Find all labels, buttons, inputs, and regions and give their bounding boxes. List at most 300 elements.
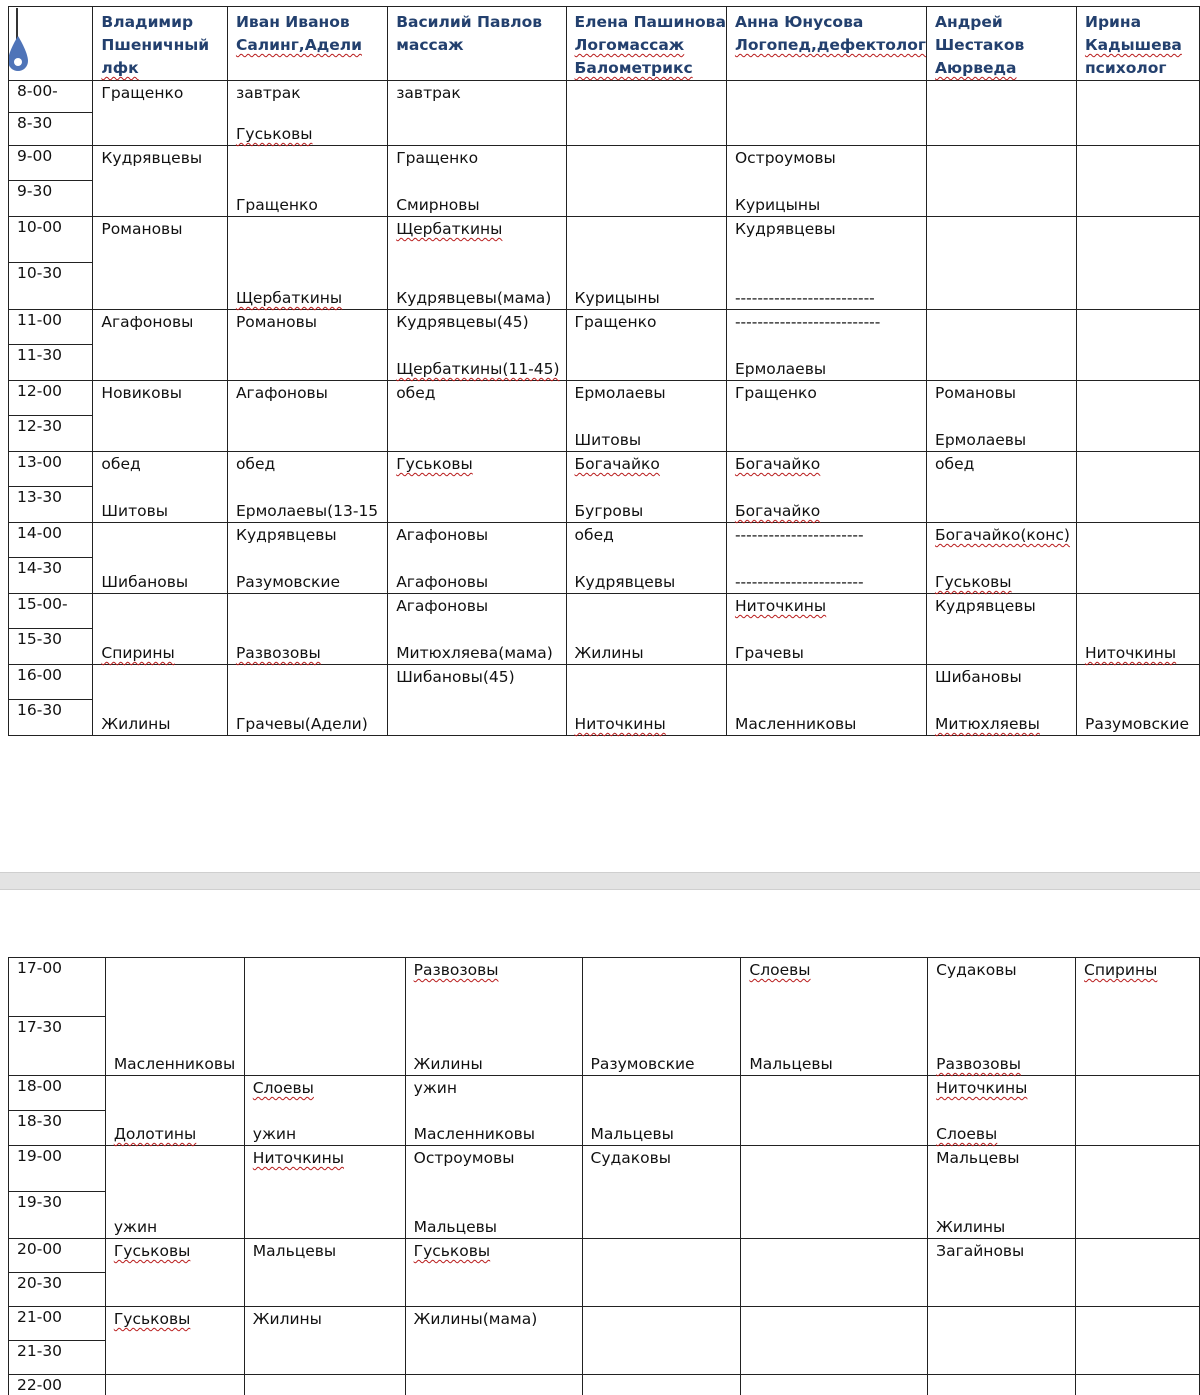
schedule-row [9, 1239, 1200, 1307]
schedule-row [9, 381, 1200, 452]
schedule-cell-pavlov[interactable] [405, 1146, 582, 1239]
schedule-cell-pshenichny[interactable] [93, 310, 228, 381]
time-slot: 15-30 [9, 628, 92, 663]
appointment-entry: Масленниковы [413, 1125, 536, 1143]
schedule-cell-shestakov[interactable] [927, 381, 1077, 452]
time-slot: 14-30 [9, 557, 92, 592]
time-slot: 18-00 [17, 1077, 63, 1095]
cell-spacer [396, 715, 559, 734]
appointment-entry: Масленниковы [734, 715, 857, 733]
schedule-cell-shestakov[interactable] [928, 1239, 1076, 1307]
appointment-entry: Жилины(мама) [413, 1310, 538, 1328]
schedule-cell-ivanov[interactable] [244, 958, 405, 1076]
cell-spacer [936, 1286, 1069, 1305]
time-cell [9, 1146, 106, 1239]
header-line: Ирина [1084, 13, 1142, 31]
schedule-cell-pavlov[interactable] [388, 665, 566, 736]
schedule-cell-pshenichny[interactable] [93, 594, 228, 665]
schedule-cell-ivanov[interactable] [244, 1307, 405, 1375]
appointment-entry: Гуськовы [935, 573, 1012, 591]
schedule-cell-pashinova[interactable] [582, 958, 741, 1076]
header-pavlov [388, 7, 566, 81]
header-pshenichny [93, 7, 228, 81]
appointment-entry: Агафоновы [396, 597, 489, 615]
schedule-cell-shestakov[interactable] [928, 1375, 1076, 1395]
schedule-cell-pashinova[interactable] [566, 146, 726, 217]
cell-spacer [114, 1354, 238, 1373]
appointment-entry: Богачайко [734, 502, 821, 520]
appointment-entry: Мальцевы [749, 1055, 833, 1073]
schedule-cell-pshenichny[interactable] [93, 381, 228, 452]
appointment-entry: Развозовы [413, 961, 499, 979]
schedule-cell-yunusova[interactable] [741, 1375, 928, 1395]
appointment-entry: Гуськовы [113, 1242, 191, 1260]
appointment-entry: Бугровы [574, 502, 644, 520]
appointment-entry: Курицыны [734, 196, 821, 214]
schedule-cell-yunusova[interactable] [741, 1076, 928, 1146]
appointment-entry: Жилины [252, 1310, 322, 1328]
schedule-cell-shestakov[interactable] [927, 81, 1077, 146]
schedule-cell-shestakov[interactable] [928, 1076, 1076, 1146]
header-line: Андрей [935, 13, 1003, 31]
schedule-cell-shestakov[interactable] [927, 146, 1077, 217]
header-line: Елена Пашинова [574, 13, 726, 31]
cell-spacer [735, 431, 920, 450]
time-slot: 11-30 [9, 344, 92, 379]
appointment-entry: Ермолаевы(13-15 [235, 502, 379, 520]
schedule-cell-ivanov[interactable] [227, 81, 387, 146]
appointment-entry: Жилины [413, 1055, 483, 1073]
schedule-cell-ivanov[interactable] [244, 1375, 405, 1395]
time-slot: 14-00 [17, 524, 63, 542]
time-cell [9, 523, 93, 594]
header-ivanov [227, 7, 387, 81]
appointment-entry: Щербаткины [396, 220, 503, 238]
schedule-cell-pashinova[interactable] [566, 81, 726, 146]
schedule-cell-ivanov[interactable] [244, 1146, 405, 1239]
schedule-row [9, 81, 1200, 146]
appointment-entry: Агафоновы [396, 573, 489, 591]
appointment-entry: Ермолаевы [935, 431, 1027, 449]
appointment-entry: ужин [252, 1125, 297, 1143]
appointment-entry: Ниточкины [252, 1149, 345, 1167]
time-cell [9, 594, 93, 665]
appointment-entry: Разумовские [590, 1055, 695, 1073]
appointment-entry [591, 1079, 735, 1098]
cell-spacer [591, 1218, 735, 1237]
cell-spacer [236, 360, 381, 379]
appointment-entry: Кудрявцевы [235, 526, 337, 544]
appointment-entry: Гуськовы [413, 1242, 491, 1260]
schedule-cell-pavlov[interactable] [388, 310, 566, 381]
header-line: Салинг,Адели [235, 36, 362, 54]
schedule-table-top [8, 6, 1200, 736]
schedule-cell-pavlov[interactable] [405, 958, 582, 1076]
schedule-cell-kadysheva[interactable] [1076, 310, 1199, 381]
time-slot: 11-00 [17, 311, 63, 329]
appointment-entry: Ниточкины [574, 715, 666, 733]
appointment-entry [575, 597, 720, 616]
schedule-cell-pashinova[interactable] [582, 1076, 741, 1146]
time-slot: 20-00 [17, 1240, 63, 1258]
schedule-cell-ivanov[interactable] [227, 381, 387, 452]
document-page-2 [0, 890, 1200, 1395]
schedule-cell-pshenichny[interactable] [105, 1307, 244, 1375]
header-pashinova [566, 7, 726, 81]
time-slot: 9-30 [9, 180, 92, 215]
schedule-row [9, 1146, 1200, 1239]
schedule-cell-yunusova[interactable] [726, 217, 926, 310]
schedule-cell-shestakov[interactable] [927, 665, 1077, 736]
schedule-cell-kadysheva[interactable] [1076, 452, 1199, 523]
schedule-cell-yunusova[interactable] [726, 146, 926, 217]
appointment-entry: завтрак [396, 84, 461, 102]
cell-spacer [114, 1286, 238, 1305]
schedule-cell-shestakov[interactable] [928, 1146, 1076, 1239]
appointment-entry [114, 1149, 238, 1168]
cell-spacer [101, 125, 221, 144]
time-slot: 19-00 [17, 1147, 63, 1165]
time-slot: 17-00 [17, 959, 63, 977]
schedule-cell-kadysheva[interactable] [1076, 1375, 1200, 1395]
appointment-entry [735, 668, 920, 687]
header-line: Аюрведа [935, 59, 1017, 77]
appointment-entry: обед [935, 455, 975, 473]
appointment-entry [236, 597, 381, 616]
appointment-entry: Жилины [574, 644, 644, 662]
schedule-cell-pashinova[interactable] [582, 1307, 741, 1375]
appointment-entry [101, 597, 221, 616]
schedule-cell-yunusova[interactable] [726, 523, 926, 594]
schedule-cell-yunusova[interactable] [726, 452, 926, 523]
time-slot: 13-30 [9, 486, 92, 521]
appointment-entry: Богачайко [574, 455, 660, 473]
time-slot: 12-30 [9, 415, 92, 450]
appointment-entry [114, 961, 238, 980]
appointment-entry: ----------------------- [734, 573, 864, 591]
header-line: Иван Иванов [235, 13, 350, 31]
schedule-cell-pshenichny[interactable] [105, 1375, 244, 1395]
schedule-cell-pashinova[interactable] [566, 594, 726, 665]
appointment-entry: Романовы [935, 384, 1017, 402]
header-kadysheva [1076, 7, 1199, 81]
header-line: Владимир [101, 13, 194, 31]
appointment-entry: Остроумовы [734, 149, 836, 167]
schedule-cell-kadysheva[interactable] [1076, 523, 1199, 594]
schedule-row [9, 594, 1200, 665]
schedule-cell-pshenichny[interactable] [93, 146, 228, 217]
schedule-cell-pashinova[interactable] [566, 310, 726, 381]
appointment-entry: Слоевы [252, 1079, 314, 1097]
schedule-cell-yunusova[interactable] [726, 81, 926, 146]
schedule-cell-pavlov[interactable] [405, 1076, 582, 1146]
schedule-cell-shestakov[interactable] [927, 523, 1077, 594]
schedule-cell-kadysheva[interactable] [1076, 594, 1199, 665]
schedule-cell-pavlov[interactable] [388, 217, 566, 310]
cell-spacer [236, 431, 381, 450]
schedule-cell-yunusova[interactable] [726, 310, 926, 381]
appointment-entry [236, 668, 381, 687]
appointment-entry: Шитовы [574, 431, 642, 449]
time-cell [9, 310, 93, 381]
appointment-entry [1085, 597, 1193, 616]
schedule-cell-pavlov[interactable] [388, 523, 566, 594]
appointment-entry: Агафоновы [101, 313, 194, 331]
schedule-cell-pavlov[interactable] [405, 1307, 582, 1375]
schedule-cell-yunusova[interactable] [741, 1146, 928, 1239]
header-line: Логомассаж [574, 36, 685, 54]
schedule-cell-pshenichny[interactable] [105, 958, 244, 1076]
appointment-entry: завтрак [235, 84, 301, 102]
schedule-cell-pashinova[interactable] [566, 523, 726, 594]
schedule-cell-kadysheva[interactable] [1076, 146, 1199, 217]
time-slot: 18-30 [9, 1110, 105, 1145]
schedule-row [9, 523, 1200, 594]
schedule-cell-yunusova[interactable] [741, 958, 928, 1076]
schedule-cell-yunusova[interactable] [726, 665, 926, 736]
time-cell [9, 381, 93, 452]
cell-spacer [101, 431, 221, 450]
time-cell [9, 146, 93, 217]
appointment-entry: Ниточкины [1084, 644, 1177, 662]
time-cell [9, 452, 93, 523]
appointment-entry: Масленниковы [113, 1055, 236, 1073]
appointment-entry: Шитовы [101, 502, 168, 520]
appointment-entry: Слоевы [749, 961, 811, 979]
schedule-cell-pshenichny[interactable] [93, 217, 228, 310]
appointment-entry: Гращенко [101, 84, 184, 102]
appointment-entry: Развозовы [936, 1055, 1021, 1073]
cell-spacer [396, 431, 559, 450]
schedule-cell-kadysheva[interactable] [1076, 1146, 1200, 1239]
appointment-entry: Гращенко [734, 384, 817, 402]
appointment-entry: Гуськовы [235, 125, 313, 143]
appointment-entry: Гращенко [396, 149, 479, 167]
schedule-cell-shestakov[interactable] [927, 594, 1077, 665]
time-cell [9, 1076, 106, 1146]
schedule-cell-ivanov[interactable] [227, 217, 387, 310]
schedule-cell-pshenichny[interactable] [105, 1076, 244, 1146]
schedule-cell-pashinova[interactable] [566, 217, 726, 310]
schedule-cell-pshenichny[interactable] [105, 1146, 244, 1239]
schedule-cell-shestakov[interactable] [927, 452, 1077, 523]
appointment-entry: Шибановы [101, 573, 189, 591]
cell-spacer [1084, 1055, 1193, 1074]
appointment-entry: ----------------------- [734, 526, 864, 544]
schedule-cell-kadysheva[interactable] [1076, 81, 1199, 146]
appointment-entry [114, 1079, 238, 1098]
appointment-entry: Загайновы [936, 1242, 1025, 1260]
schedule-table-bottom [8, 957, 1200, 1395]
time-slot: 8-30 [9, 112, 92, 144]
appointment-entry [575, 220, 720, 239]
appointment-entry: обед [101, 455, 141, 473]
appointment-entry: Щербаткины [235, 289, 343, 307]
appointment-entry: Разумовские [1084, 715, 1190, 733]
appointment-entry: Мальцевы [590, 1125, 674, 1143]
appointment-entry: Романовы [235, 313, 317, 331]
appointment-entry: Богачайко(конс) [935, 526, 1070, 544]
appointment-entry [236, 149, 381, 168]
header-row [9, 7, 1200, 81]
header-line: Пшеничный [101, 36, 210, 54]
time-cell [9, 1375, 106, 1395]
schedule-cell-pavlov[interactable] [388, 146, 566, 217]
appointment-entry: Судаковы [936, 961, 1017, 979]
header-line: Балометрикс [574, 59, 693, 77]
schedule-cell-ivanov[interactable] [227, 665, 387, 736]
schedule-cell-yunusova[interactable] [741, 1239, 928, 1307]
schedule-cell-yunusova[interactable] [741, 1307, 928, 1375]
schedule-row [9, 452, 1200, 523]
time-slot: 16-00 [17, 666, 63, 684]
schedule-cell-pshenichny[interactable] [93, 81, 228, 146]
appointment-entry: Жилины [101, 715, 171, 733]
appointment-entry [236, 220, 381, 239]
schedule-cell-kadysheva[interactable] [1076, 1239, 1200, 1307]
appointment-entry: обед [396, 384, 436, 402]
appointment-entry: Романовы [101, 220, 183, 238]
appointment-entry: Смирновы [396, 196, 480, 214]
schedule-cell-kadysheva[interactable] [1076, 665, 1199, 736]
schedule-row [9, 1307, 1200, 1375]
schedule-cell-pashinova[interactable] [582, 1239, 741, 1307]
time-slot: 9-00 [17, 147, 53, 165]
cell-spacer [101, 196, 221, 215]
appointment-entry: Грачевы(Адели) [235, 715, 368, 733]
appointment-entry: Слоевы [936, 1125, 998, 1143]
appointment-entry: Судаковы [590, 1149, 671, 1167]
schedule-cell-pshenichny[interactable] [93, 665, 228, 736]
time-slot: 13-00 [17, 453, 63, 471]
appointment-entry: Кудрявцевы [101, 149, 203, 167]
time-cell [9, 217, 93, 310]
appointment-entry: Ермолаевы [734, 360, 827, 378]
time-cell [9, 958, 106, 1076]
schedule-cell-ivanov[interactable] [227, 146, 387, 217]
appointment-entry: Агафоновы [235, 384, 328, 402]
appointment-entry: Гращенко [235, 196, 318, 214]
schedule-cell-pavlov[interactable] [388, 452, 566, 523]
appointment-entry: Митюхляева(мама) [396, 644, 553, 662]
time-slot: 20-30 [9, 1272, 105, 1306]
schedule-cell-pashinova[interactable] [566, 665, 726, 736]
time-slot: 16-30 [9, 699, 92, 734]
schedule-cell-pashinova[interactable] [582, 1146, 741, 1239]
appointment-entry: Богачайко [734, 455, 821, 473]
schedule-cell-yunusova[interactable] [726, 381, 926, 452]
cell-spacer [396, 125, 559, 144]
cell-spacer [101, 360, 221, 379]
schedule-cell-ivanov[interactable] [227, 310, 387, 381]
schedule-cell-yunusova[interactable] [726, 594, 926, 665]
appointment-entry: Развозовы [235, 644, 321, 662]
appointment-entry [591, 961, 735, 980]
appointment-entry: обед [235, 455, 276, 473]
header-line: Анна Юнусова [734, 13, 864, 31]
time-cell [9, 81, 93, 146]
time-slot: 10-30 [9, 262, 92, 308]
cell-spacer [253, 1286, 399, 1305]
schedule-cell-ivanov[interactable] [227, 523, 387, 594]
header-line: Логопед,дефектолог [734, 36, 927, 54]
appointment-entry: Грачевы [734, 644, 804, 662]
schedule-cell-shestakov[interactable] [927, 310, 1077, 381]
schedule-cell-pashinova[interactable] [582, 1375, 741, 1395]
schedule-cell-pashinova[interactable] [566, 452, 726, 523]
time-slot: 22-00 [17, 1376, 63, 1394]
schedule-cell-pashinova[interactable] [566, 381, 726, 452]
time-slot: 17-30 [9, 1016, 105, 1075]
appointment-entry [101, 668, 221, 687]
cell-spacer [575, 360, 720, 379]
schedule-cell-shestakov[interactable] [927, 217, 1077, 310]
appointment-entry [101, 526, 221, 545]
appointment-entry: -------------------------- [734, 313, 881, 331]
schedule-cell-kadysheva[interactable] [1076, 958, 1200, 1076]
schedule-row [9, 217, 1200, 310]
appointment-entry: Агафоновы [396, 526, 489, 544]
cell-spacer [253, 1354, 399, 1373]
cell-spacer [101, 289, 221, 308]
schedule-row [9, 146, 1200, 217]
appointment-entry: Мальцевы [413, 1218, 498, 1236]
appointment-entry: ужин [113, 1218, 158, 1236]
schedule-cell-pavlov[interactable] [388, 594, 566, 665]
appointment-entry: Спирины [1084, 961, 1158, 979]
time-slot: 12-00 [17, 382, 63, 400]
schedule-cell-pavlov[interactable] [405, 1375, 582, 1395]
schedule-cell-kadysheva[interactable] [1076, 1307, 1200, 1375]
schedule-cell-pshenichny[interactable] [93, 523, 228, 594]
schedule-cell-kadysheva[interactable] [1076, 381, 1199, 452]
appointment-entry: Спирины [101, 644, 175, 662]
appointment-entry: Ермолаевы [574, 384, 666, 402]
schedule-cell-ivanov[interactable] [244, 1076, 405, 1146]
schedule-cell-ivanov[interactable] [227, 452, 387, 523]
appointment-entry: Кудрявцевы [935, 597, 1036, 615]
schedule-cell-pavlov[interactable] [405, 1239, 582, 1307]
appointment-entry: Кудрявцевы(45) [396, 313, 529, 331]
time-cell [9, 1307, 106, 1375]
header-line: лфк [101, 59, 139, 77]
time-slot: 10-00 [17, 218, 63, 236]
appointment-entry: Шибановы(45) [396, 668, 515, 686]
schedule-cell-ivanov[interactable] [227, 594, 387, 665]
appointment-entry: Ниточкины [936, 1079, 1028, 1097]
appointment-entry: Гуськовы [113, 1310, 191, 1328]
schedule-cell-kadysheva[interactable] [1076, 217, 1199, 310]
schedule-cell-shestakov[interactable] [928, 1307, 1076, 1375]
schedule-cell-shestakov[interactable] [928, 958, 1076, 1076]
appointment-entry: ------------------------- [734, 289, 875, 307]
cell-spacer [935, 644, 1070, 663]
schedule-cell-ivanov[interactable] [244, 1239, 405, 1307]
cell-spacer [253, 1218, 399, 1237]
appointment-entry: Щербаткины(11-45) [396, 360, 560, 378]
page-separator [0, 872, 1200, 890]
schedule-cell-pshenichny[interactable] [93, 452, 228, 523]
schedule-row [9, 310, 1200, 381]
schedule-cell-pavlov[interactable] [388, 381, 566, 452]
schedule-row [9, 958, 1200, 1076]
appointment-entry: Шибановы [935, 668, 1022, 686]
schedule-cell-pshenichny[interactable] [105, 1239, 244, 1307]
appointment-entry [1085, 668, 1193, 687]
schedule-cell-kadysheva[interactable] [1076, 1076, 1200, 1146]
schedule-cell-pavlov[interactable] [388, 81, 566, 146]
cell-spacer [414, 1286, 576, 1305]
